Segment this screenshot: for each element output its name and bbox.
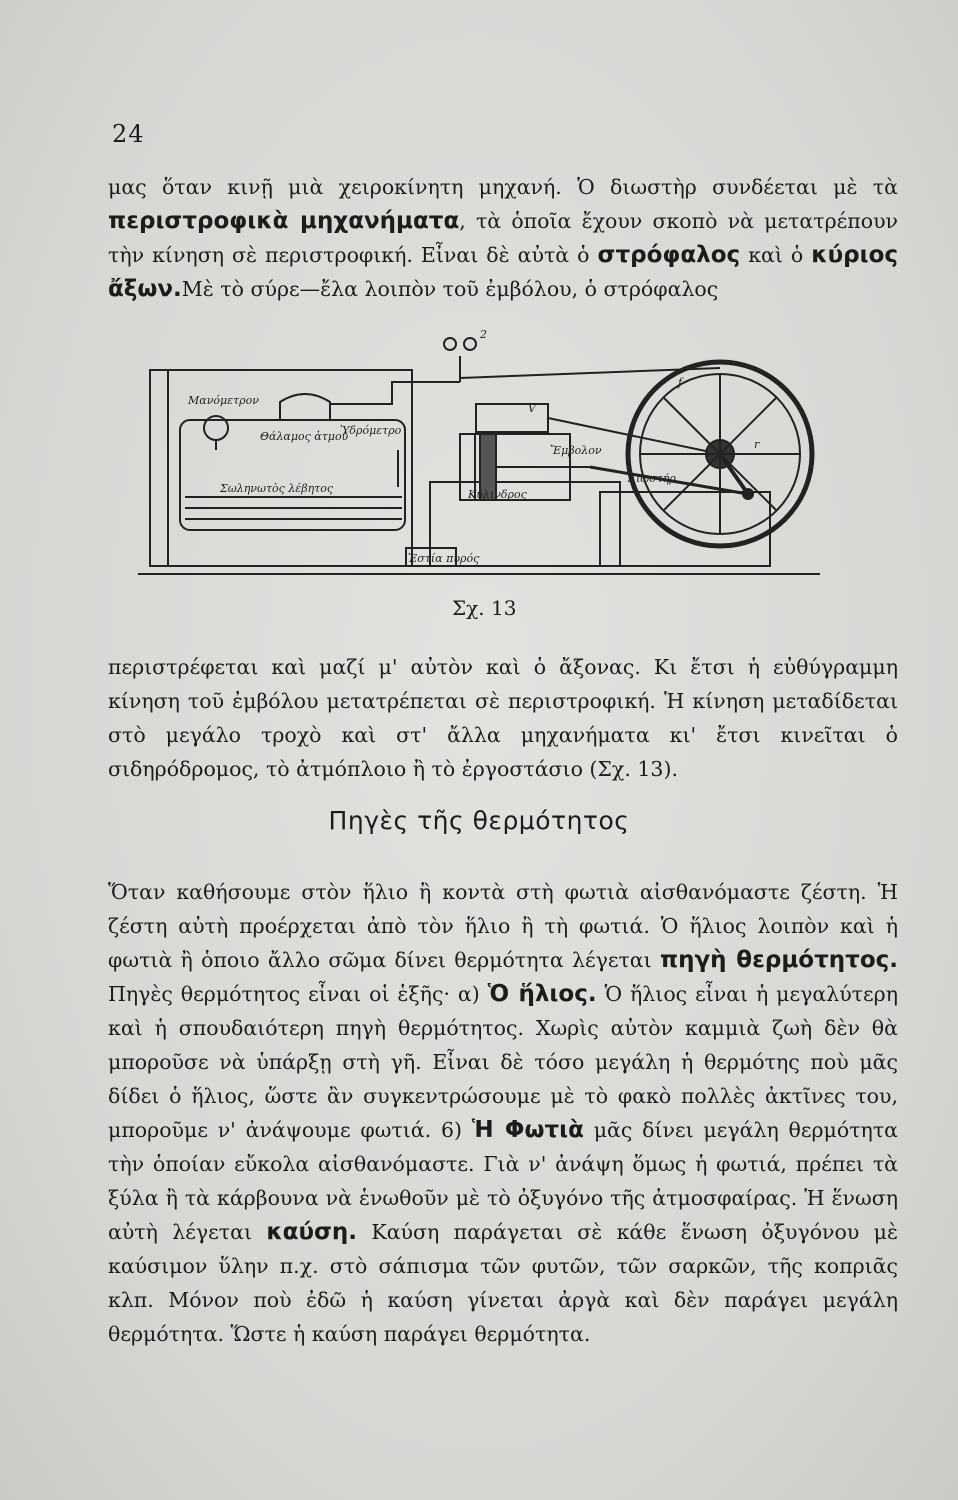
after-figure-text: περιστρέφεται καὶ μαζί μ' αὐτὸν καὶ ὁ ἄξονας. Κι ἔτσι ἡ εὐθύγραμμη κίνηση τοῦ ἐμβόλου μετατρέπεται σὲ περιστροφική. Ἡ κίνηση μεταδίδεται στὸ μεγάλο τροχὸ καὶ στ' ἄλλα μηχανήματα κι' ἔτσι κινεῖται ὁ σιδηρόδρομος, τὸ ἀτμόπλοιο ἢ τὸ ἐργοστάσιο (Σχ. 13).	[108, 655, 898, 781]
label-cylinder: Κύλινδρος	[468, 488, 527, 501]
body-text-5: μᾶς δίνει μεγάλη θερμότητα τὴν ὁποίαν εὔκολα αἰσθανόμαστε. Γιὰ ν' ἀνάψη ὅμως ἡ φωτιά, πρέπει τὰ ξύλα ἢ τὰ κάρβουνα νὰ ἑνωθοῦν μὲ τὸ ὀξυγόνο τῆς ἀτμοσφαίρας. Ἡ ἕνωση αὐτὴ λέγεται	[108, 1118, 898, 1244]
term-sun: Ὁ ἥλιος.	[487, 981, 597, 1007]
label-r: r	[754, 438, 760, 451]
figure-caption: Σχ. 13	[452, 596, 517, 620]
intro-text-2: , τὰ ὁποῖα ἔχουν σκοπὸ νὰ μετατρέπουν τὴν κίνηση σὲ περιστροφική. Εἶναι δὲ αὐτὰ ὁ	[108, 209, 898, 267]
steam-engine-figure	[130, 322, 820, 584]
steam-chest	[476, 404, 548, 432]
body-text-2: Πηγὲς θερμότητος εἶναι οἱ ἑξῆς· α)	[108, 982, 488, 1006]
steam-dome	[280, 394, 330, 420]
body-text-1: Ὅταν καθήσουμε στὸν ἥλιο ἢ κοντὰ στὴ φωτιὰ αἰσθανόμαστε ζέστη. Ἡ ζέστη αὐτὴ προέρχεται ἀπὸ τὸν ἥλιο ἢ τὴ φωτιά. Ὁ ἥλιος λοιπὸν καὶ ἡ φωτιὰ ἢ ὁποιο ἄλλο σῶμα δίνει θερμότητα λέγεται	[108, 880, 898, 972]
governor-ball	[464, 338, 476, 350]
term-heat-source: πηγὴ θερμότητος.	[659, 947, 898, 973]
label-v: V	[528, 402, 536, 415]
intro-paragraph	[108, 170, 898, 306]
body-text-6: Καύση παράγεται σὲ κάθε ἕνωση ὀξυγόνου μὲ καύσιμον ὕλην π.χ. στὸ σάπισμα τῶν φυτῶν, τῶν σαρκῶν, τῆς κοπριᾶς κλπ. Μόνον ποὺ ἐδῶ ἡ καύση γίνεται ἀργὰ καὶ δὲν παράγει μεγάλη θερμότητα. Ὥστε ἡ καύση παράγει θερμότητα.	[108, 1220, 898, 1346]
label-firebox: Ἑστία πυρός	[408, 552, 480, 565]
label-rod: Διωστήρ	[628, 472, 676, 485]
steam-engine-diagram	[130, 322, 820, 584]
label-2: 2	[480, 328, 487, 341]
label-f: f	[678, 376, 683, 389]
body-text-3: Ὁ ἥλιος εἶναι ἡ μεγαλύτερη καὶ ἡ σπουδαιότερη πηγὴ θερμότητος. Χωρὶς αὐτὸν καμμιὰ ζωὴ δὲν θὰ μποροῦσε νὰ ὑπάρξῃ στὴ γῆ. Εἶναι δὲ τόσο μεγάλη ἡ θερμότης ποὺ μᾶς δίδει ὁ ἥλιος, ὥστε ἂν συγκεντρώσουμε μὲ τὸ φακὸ πολλὲς ἀκτῖνες του, μποροῦμε ν' ἀνάψουμε φωτιά.	[108, 982, 898, 1142]
crank-arm	[720, 454, 748, 494]
flywheel-pedestal	[600, 492, 770, 566]
crank-pin	[743, 489, 753, 499]
term-fire: Ἡ Φωτιὰ	[471, 1117, 584, 1143]
term-main-shaft: κύριος ἄξων.	[108, 242, 898, 302]
label-boiler: Σωληνωτὸς λέβητος	[220, 482, 334, 495]
after-figure-paragraph	[108, 650, 898, 786]
governor-ball	[444, 338, 456, 350]
label-manometer: Μανόμετρον	[188, 394, 259, 407]
steam-pipe-left	[330, 382, 432, 404]
term-crank: στρόφαλος	[597, 242, 741, 268]
label-piston: Ἔμβολον	[550, 444, 602, 457]
term-rotary-mechanisms: περιστροφικὰ μηχανήματα	[108, 208, 460, 234]
intro-text-1: μας ὅταν κινῇ μιὰ χειροκίνητη μηχανή. Ὁ διωστὴρ συνδέεται μὲ τὰ	[108, 175, 898, 199]
term-combustion: καύση.	[266, 1219, 358, 1245]
body-text-4: 6)	[440, 1118, 472, 1142]
intro-text-4: Μὲ τὸ σύρε—ἔλα λοιπὸν τοῦ ἐμβόλου, ὁ στρόφαλος	[181, 277, 719, 301]
intro-text-3: καὶ ὁ	[740, 243, 812, 267]
heat-sources-paragraph	[108, 875, 898, 1351]
page-number: 24	[112, 120, 145, 148]
label-hydrometer: Ὑδρόμετρο	[340, 424, 402, 437]
label-vapor-chamber: Θάλαμος ἀτμοῦ	[260, 430, 349, 443]
section-heading: Πηγὲς τῆς θερμότητος	[328, 806, 630, 835]
